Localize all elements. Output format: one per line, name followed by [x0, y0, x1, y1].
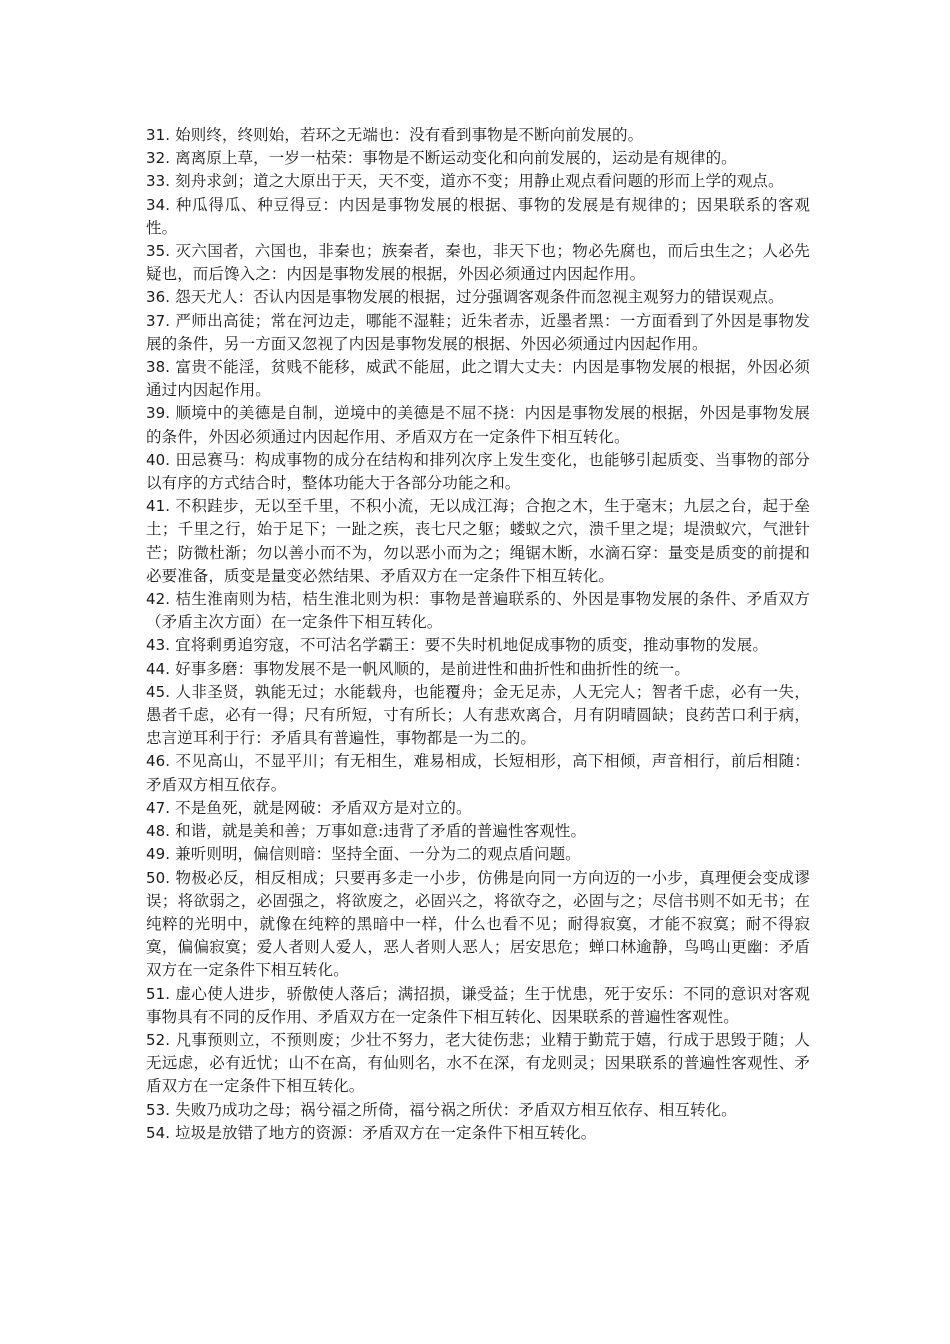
- list-item: [146, 1122, 810, 1145]
- item-text: 怨天尤人：否认内因是事物发展的根据，过分强调客观条件而忽视主观努力的错误观点。: [170, 288, 784, 307]
- item-number: 39.: [146, 404, 171, 423]
- item-number: 53.: [146, 1100, 171, 1119]
- list-item: [146, 194, 810, 240]
- list-item: [146, 843, 810, 866]
- list-item: [146, 1029, 810, 1099]
- item-text: 灭六国者，六国也，非秦也；族秦者，秦也，非天下也；物必先腐也，而后虫生之；人必先疑也，而后馋入之：内因是事物发展的根据，外因必须通过内因起作用。: [146, 242, 810, 284]
- item-number: 47.: [146, 798, 171, 817]
- item-text: 离离原上草，一岁一枯荣：事物是不断运动变化和向前发展的，运动是有规律的。: [170, 149, 737, 168]
- item-text: 凡事预则立，不预则废；少壮不努力，老大徒伤悲；业精于勤荒于嬉，行成于思毁于随；人无远虑，必有近忧；山不在高，有仙则名，水不在深，有龙则灵；因果联系的普遍性客观性、矛盾双方在一定条件下相互转化。: [146, 1030, 810, 1096]
- item-number: 50.: [146, 868, 171, 887]
- item-number: 38.: [146, 358, 171, 377]
- item-text: 种瓜得瓜、种豆得豆：内因是事物发展的根据、事物的发展是有规律的；因果联系的客观性。: [146, 195, 810, 237]
- list-item: [146, 170, 810, 193]
- item-text: 好事多磨：事物发展不是一帆风顺的，是前进性和曲折性和曲折性的统一。: [170, 659, 690, 678]
- list-item: [146, 588, 810, 634]
- list-item: [146, 495, 810, 588]
- list-item: [146, 983, 810, 1029]
- list-item: [146, 658, 810, 681]
- list-item: [146, 286, 810, 309]
- list-item: [146, 867, 810, 983]
- item-number: 33.: [146, 172, 171, 191]
- list-item: [146, 310, 810, 356]
- item-text: 桔生淮南则为桔，桔生淮北则为枳：事物是普遍联系的、外因是事物发展的条件、矛盾双方（矛盾主次方面）在一定条件下相互转化。: [146, 590, 810, 632]
- list-item: [146, 820, 810, 843]
- item-text: 和谐，就是美和善；万事如意:违背了矛盾的普遍性客观性。: [170, 822, 587, 841]
- item-text: 人非圣贤，孰能无过；水能载舟，也能覆舟；金无足赤，人无完人；智者千虑，必有一失，愚者千虑，必有一得；尺有所短，寸有所长；人有悲欢离合，月有阴晴圆缺；良药苦口利于病，忠言逆耳利于行：矛盾具有普遍性，事物都是一为二的。: [146, 682, 810, 748]
- item-number: 31.: [146, 126, 171, 144]
- item-text: 顺境中的美德是自制，逆境中的美德是不屈不挠：内因是事物发展的根据，外因是事物发展的条件，外因必须通过内因起作用、矛盾双方在一定条件下相互转化。: [146, 404, 810, 446]
- list-item: [146, 634, 810, 657]
- list-item: [146, 681, 810, 751]
- item-number: 34.: [146, 195, 171, 214]
- item-text: 垃圾是放错了地方的资源：矛盾双方在一定条件下相互转化。: [170, 1123, 597, 1142]
- item-text: 田忌赛马：构成事物的成分在结构和排列次序上发生变化，也能够引起质变、当事物的部分以有序的方式结合时，整体功能大于各部分功能之和。: [146, 450, 810, 493]
- item-number: 37.: [146, 311, 171, 330]
- item-text: 刻舟求剑；道之大原出于天，天不变，道亦不变；用静止观点看问题的形而上学的观点。: [170, 172, 784, 191]
- list-item: [146, 750, 810, 796]
- item-text: 始则终，终则始，若环之无端也：没有看到事物是不断向前发展的。: [170, 126, 644, 144]
- list-item: [146, 797, 810, 820]
- item-number: 41.: [146, 497, 171, 516]
- item-number: 51.: [146, 984, 171, 1003]
- list-item: [146, 449, 810, 495]
- list-item: [146, 1099, 810, 1122]
- item-number: 36.: [146, 288, 171, 307]
- item-text: 严师出高徒；常在河边走，哪能不湿鞋；近朱者赤，近墨者黑：一方面看到了外因是事物发展的条件，另一方面又忽视了内因是事物发展的根据、外因必须通过内因起作用。: [146, 311, 810, 353]
- list-item: [146, 147, 810, 170]
- item-number: 46.: [146, 752, 171, 771]
- item-number: 40.: [146, 450, 171, 469]
- item-number: 49.: [146, 845, 171, 864]
- item-text: 兼听则明，偏信则暗：坚持全面、一分为二的观点盾问题。: [170, 845, 581, 864]
- item-text: 失败乃成功之母；祸兮福之所倚，福兮祸之所伏：矛盾双方相互依存、相互转化。: [170, 1100, 737, 1119]
- item-text: 不是鱼死，就是网破：矛盾双方是对立的。: [170, 798, 472, 817]
- item-number: 45.: [146, 682, 171, 701]
- item-text: 不积跬步，无以至千里，不积小流，无以成江海；合抱之木，生于毫末；九层之台，起于垒土；千里之行，始于足下；一趾之疾，丧七尺之躯；蝼蚁之穴，溃千里之堤；堤溃蚁穴，气泄针芒；防微杜渐；勿以善小而不为，勿以恶小而为之；绳锯木断，水滴石穿：量变是质变的前提和必要准备，质变是量变必然结果、矛盾双方在一定条件下相互转化。: [146, 497, 810, 585]
- item-number: 48.: [146, 822, 171, 841]
- item-text: 富贵不能淫，贫贱不能移，威武不能屈，此之谓大丈夫：内因是事物发展的根据，外因必须通过内因起作用。: [146, 358, 810, 400]
- item-number: 42.: [146, 590, 171, 609]
- document-body: [146, 124, 810, 1145]
- item-number: 44.: [146, 659, 171, 678]
- list-item: [146, 402, 810, 448]
- item-text: 不见高山，不显平川；有无相生，难易相成，长短相形，高下相倾，声音相行，前后相随：矛盾双方相互依存。: [146, 752, 810, 794]
- list-item: [146, 240, 810, 286]
- list-item: [146, 124, 810, 147]
- item-text: 宜将剩勇追穷寇，不可沽名学霸王：要不失时机地促成事物的质变，推动事物的发展。: [170, 636, 768, 655]
- item-text: 物极必反，相反相成；只要再多走一小步，仿佛是向同一方向迈的一小步，真理便会变成谬误；将欲弱之，必固强之，将欲废之，必固兴之，将欲夺之，必固与之；尽信书则不如无书；在纯粹的光明中，就像在纯粹的黑暗中一样，什么也看不见；耐得寂寞，才能不寂寞；耐不得寂寞，偏偏寂寞；爱人者则人爱人，恶人者则人恶人；居安思危；蝉口林逾静，鸟鸣山更幽：矛盾双方在一定条件下相互转化。: [146, 868, 810, 980]
- item-text: 虚心使人进步，骄傲使人落后；满招损，谦受益；生于忧患，死于安乐：不同的意识对客观事物具有不同的反作用、矛盾双方在一定条件下相互转化、因果联系的普遍性客观性。: [146, 984, 810, 1026]
- item-number: 52.: [146, 1030, 171, 1049]
- item-number: 32.: [146, 149, 171, 168]
- item-number: 35.: [146, 242, 171, 261]
- list-item: [146, 356, 810, 402]
- item-number: 54.: [146, 1123, 171, 1142]
- item-number: 43.: [146, 636, 171, 655]
